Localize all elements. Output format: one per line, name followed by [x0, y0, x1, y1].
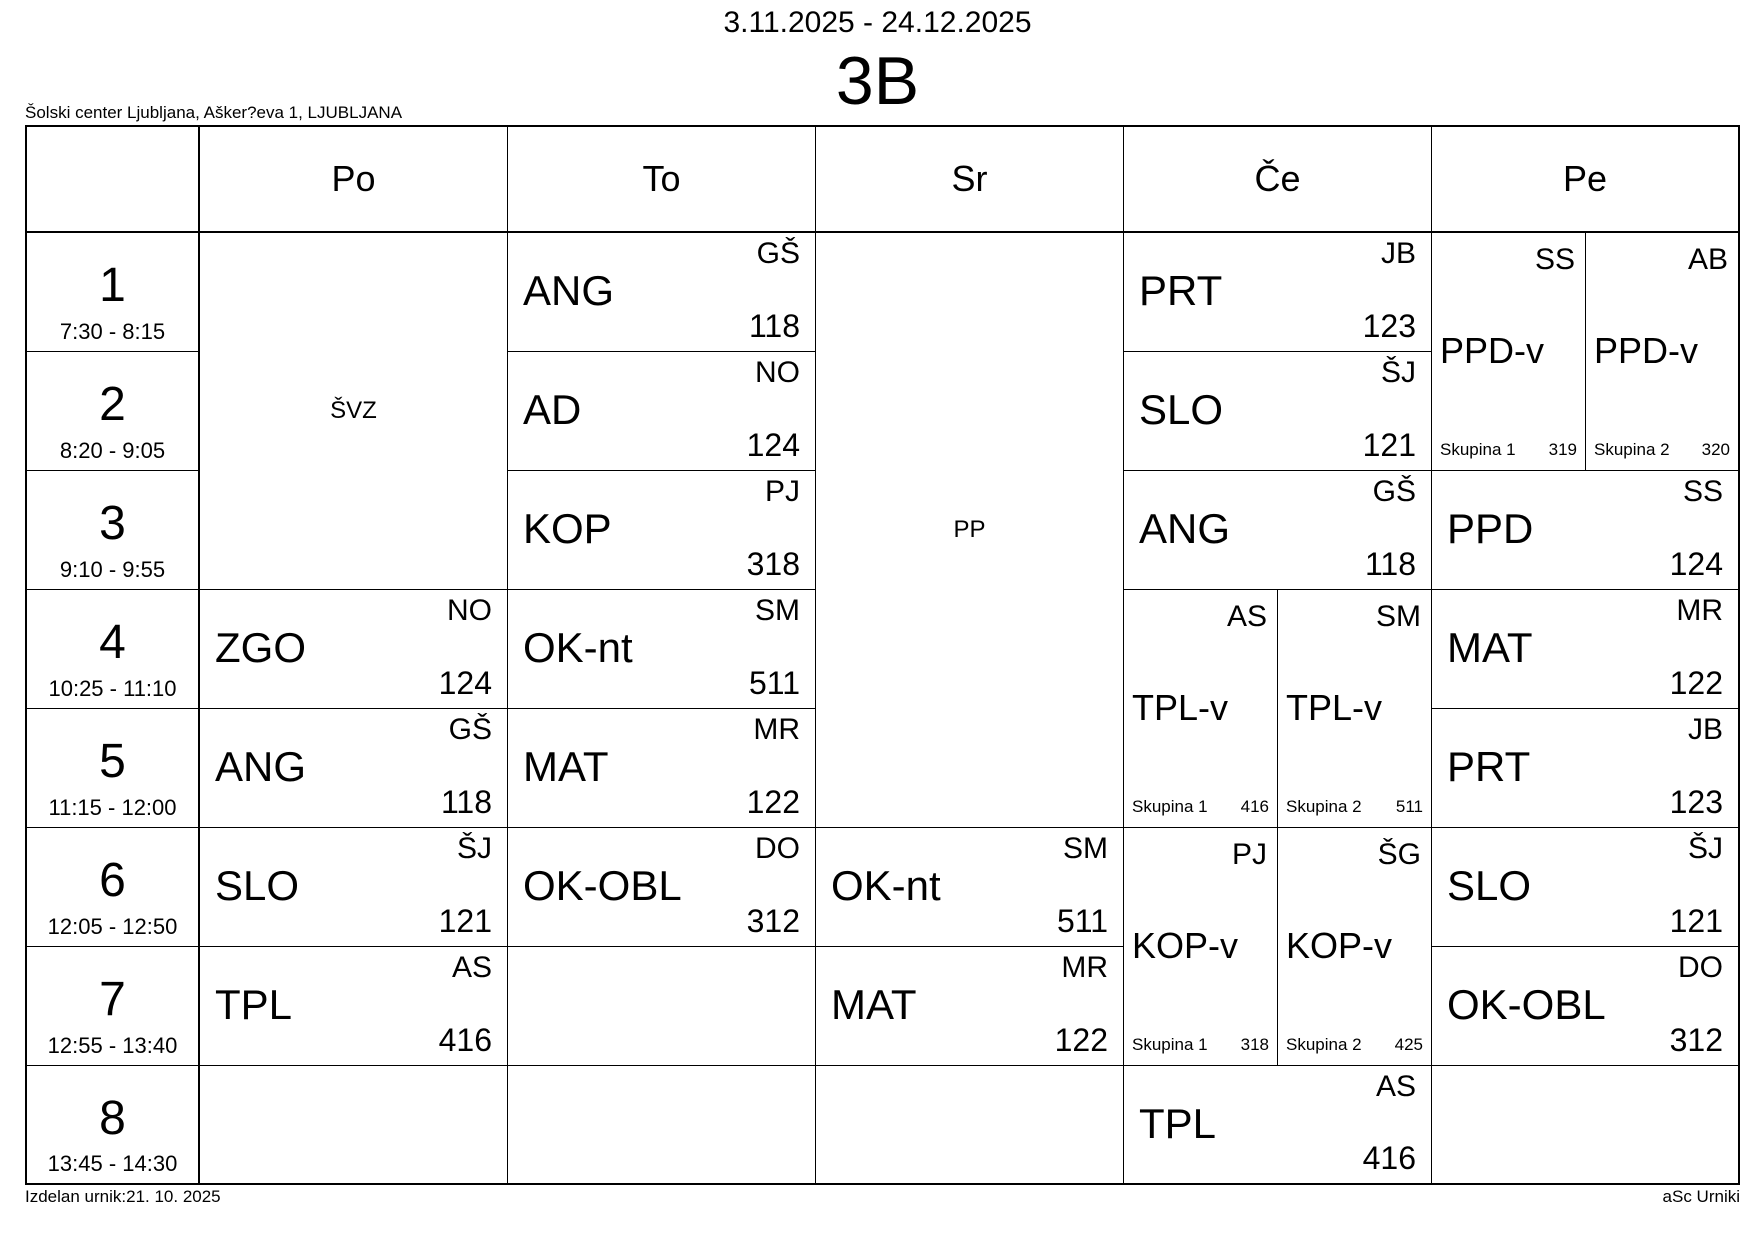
to-p4-lesson	[508, 590, 816, 709]
lesson-label: PP	[953, 516, 986, 543]
subject-code: OK-nt	[831, 862, 941, 909]
to-p5-lesson	[508, 709, 816, 828]
pe-p12-group2	[1586, 233, 1738, 471]
pe-p6-lesson	[1432, 828, 1738, 947]
subject-code: SLO	[1139, 386, 1224, 433]
subject-code: SLO	[1447, 862, 1532, 909]
ce-p8-lesson	[1124, 1066, 1432, 1183]
teacher-code: GŠ	[1372, 475, 1416, 508]
to-p7-empty	[508, 947, 816, 1066]
period-number: 2	[99, 378, 126, 431]
period-time: 8:20 - 9:05	[59, 438, 166, 463]
teacher-code: SM	[1063, 832, 1108, 865]
period-number: 1	[99, 259, 126, 312]
period-2	[27, 352, 200, 471]
pe-p5-lesson	[1432, 709, 1738, 828]
room-number: 319	[1548, 440, 1577, 459]
room-number: 511	[748, 665, 800, 701]
po-svz-block	[200, 233, 508, 590]
teacher-code: JB	[1687, 713, 1723, 746]
teacher-code: GŠ	[756, 237, 800, 270]
teacher-code: AS	[1226, 600, 1267, 633]
subject-code: OK-OBL	[523, 862, 682, 909]
subject-code: PPD	[1447, 505, 1534, 552]
teacher-code: NO	[447, 594, 492, 627]
teacher-code: PJ	[764, 475, 800, 508]
po-p6-lesson	[200, 828, 508, 947]
room-number: 318	[1240, 1035, 1269, 1054]
pe-p7-lesson	[1432, 947, 1738, 1066]
group-label: Skupina 2	[1594, 440, 1670, 459]
subject-code: MAT	[523, 743, 609, 790]
teacher-code: PJ	[1231, 838, 1267, 871]
subject-code: PPD-v	[1440, 330, 1545, 371]
pe-p12-group1	[1432, 233, 1586, 471]
subject-code: TPL-v	[1132, 687, 1229, 728]
period-number: 4	[99, 616, 126, 669]
ce-p3-lesson	[1124, 471, 1432, 590]
group-label: Skupina 2	[1286, 797, 1362, 816]
room-number: 124	[438, 665, 492, 701]
period-8	[27, 1066, 200, 1183]
subject-code: MAT	[831, 981, 917, 1028]
room-number: 312	[1669, 1022, 1723, 1058]
teacher-code: ŠJ	[1687, 832, 1723, 865]
period-number: 7	[99, 973, 126, 1026]
po-p5-lesson	[200, 709, 508, 828]
period-time: 7:30 - 8:15	[59, 319, 166, 344]
subject-code: KOP-v	[1132, 925, 1239, 966]
period-time: 12:55 - 13:40	[47, 1033, 178, 1058]
pe-p4-lesson	[1432, 590, 1738, 709]
subject-code: ZGO	[215, 624, 306, 671]
ce-p45-group1	[1124, 590, 1278, 828]
sr-p6-lesson	[816, 828, 1124, 947]
group-label: Skupina 1	[1132, 1035, 1208, 1054]
to-p6-lesson	[508, 828, 816, 947]
to-p8-empty	[508, 1066, 816, 1183]
room-number: 416	[1362, 1140, 1416, 1176]
ce-p67-group2	[1278, 828, 1432, 1066]
period-time: 11:15 - 12:00	[48, 795, 177, 820]
subject-code: TPL	[215, 981, 293, 1028]
room-number: 425	[1394, 1035, 1423, 1054]
period-5	[27, 709, 200, 828]
period-6	[27, 828, 200, 947]
to-p3-lesson	[508, 471, 816, 590]
group-label: Skupina 1	[1440, 440, 1516, 459]
room-number: 121	[1362, 427, 1416, 463]
sr-pp-block	[816, 233, 1124, 828]
created-date: Izdelan urnik:21. 10. 2025	[25, 1187, 221, 1206]
room-number: 122	[1054, 1022, 1108, 1058]
subject-code: SLO	[215, 862, 300, 909]
room-number: 121	[438, 903, 492, 939]
class-title: 3B	[835, 43, 920, 119]
period-3	[27, 471, 200, 590]
subject-code: PRT	[1139, 267, 1223, 314]
subject-code: KOP-v	[1286, 925, 1393, 966]
period-time: 9:10 - 9:55	[59, 557, 166, 582]
corner-cell	[27, 127, 200, 233]
ce-p67-group1	[1124, 828, 1278, 1066]
room-number: 416	[438, 1022, 492, 1058]
teacher-code: GŠ	[448, 713, 492, 746]
teacher-code: DO	[755, 832, 800, 865]
subject-code: AD	[523, 386, 582, 433]
period-time: 10:25 - 11:10	[48, 676, 177, 701]
teacher-code: MR	[1676, 594, 1723, 627]
room-number: 416	[1240, 797, 1269, 816]
room-number: 118	[748, 308, 800, 344]
teacher-code: AS	[451, 951, 492, 984]
room-number: 511	[1395, 797, 1423, 816]
day-header-ce: Če	[1124, 127, 1432, 233]
to-p2-lesson	[508, 352, 816, 471]
teacher-code: SS	[1534, 243, 1575, 276]
room-number: 123	[1362, 308, 1416, 344]
day-header-pe: Pe	[1432, 127, 1738, 233]
po-p4-lesson	[200, 590, 508, 709]
sr-p7-lesson	[816, 947, 1124, 1066]
date-range: 3.11.2025 - 24.12.2025	[723, 6, 1032, 39]
group-label: Skupina 1	[1132, 797, 1208, 816]
subject-code: TPL-v	[1286, 687, 1383, 728]
teacher-code: DO	[1678, 951, 1723, 984]
po-p8-empty	[200, 1066, 508, 1183]
teacher-code: MR	[753, 713, 800, 746]
period-1	[27, 233, 200, 352]
room-number: 121	[1669, 903, 1723, 939]
room-number: 312	[746, 903, 800, 939]
room-number: 320	[1701, 440, 1730, 459]
teacher-code: ŠJ	[1380, 356, 1416, 389]
room-number: 123	[1669, 784, 1723, 820]
subject-code: PRT	[1447, 743, 1531, 790]
period-number: 3	[99, 497, 126, 550]
software-credit: aSc Urniki	[1662, 1187, 1740, 1206]
ce-p1-lesson	[1124, 233, 1432, 352]
subject-code: OK-nt	[523, 624, 633, 671]
teacher-code: ŠJ	[456, 832, 492, 865]
pe-p3-lesson	[1432, 471, 1738, 590]
day-header-sr: Sr	[816, 127, 1124, 233]
lesson-label: ŠVZ	[330, 397, 377, 424]
ce-p2-lesson	[1124, 352, 1432, 471]
day-header-po: Po	[200, 127, 508, 233]
subject-code: OK-OBL	[1447, 981, 1606, 1028]
timetable-grid	[25, 125, 1740, 1185]
period-4	[27, 590, 200, 709]
teacher-code: AB	[1687, 243, 1728, 276]
room-number: 122	[746, 784, 800, 820]
subject-code: TPL	[1139, 1100, 1217, 1147]
period-time: 12:05 - 12:50	[47, 914, 178, 939]
to-p1-lesson	[508, 233, 816, 352]
subject-code: PPD-v	[1594, 330, 1699, 371]
teacher-code: SM	[1376, 600, 1421, 633]
period-time: 13:45 - 14:30	[47, 1151, 178, 1176]
subject-code: ANG	[215, 743, 307, 790]
teacher-code: SM	[755, 594, 800, 627]
teacher-code: AS	[1375, 1070, 1416, 1103]
period-number: 6	[99, 854, 126, 907]
teacher-code: MR	[1061, 951, 1108, 984]
teacher-code: SS	[1682, 475, 1723, 508]
room-number: 318	[746, 546, 800, 582]
teacher-code: ŠG	[1377, 838, 1421, 871]
sr-p8-empty	[816, 1066, 1124, 1183]
period-number: 5	[99, 735, 126, 788]
subject-code: KOP	[523, 505, 612, 552]
period-7	[27, 947, 200, 1066]
school-address: Šolski center Ljubljana, Ašker?eva 1, LJUBLJANA	[25, 103, 403, 122]
ce-p45-group2	[1278, 590, 1432, 828]
teacher-code: NO	[755, 356, 800, 389]
period-number: 8	[99, 1092, 126, 1145]
room-number: 122	[1669, 665, 1723, 701]
room-number: 118	[440, 784, 492, 820]
room-number: 118	[1364, 546, 1416, 582]
day-header-to: To	[508, 127, 816, 233]
subject-code: ANG	[1139, 505, 1231, 552]
teacher-code: JB	[1380, 237, 1416, 270]
pe-p8-empty	[1432, 1066, 1738, 1183]
room-number: 511	[1056, 903, 1108, 939]
subject-code: MAT	[1447, 624, 1533, 671]
room-number: 124	[1669, 546, 1723, 582]
po-p7-lesson	[200, 947, 508, 1066]
room-number: 124	[746, 427, 800, 463]
subject-code: ANG	[523, 267, 615, 314]
group-label: Skupina 2	[1286, 1035, 1362, 1054]
